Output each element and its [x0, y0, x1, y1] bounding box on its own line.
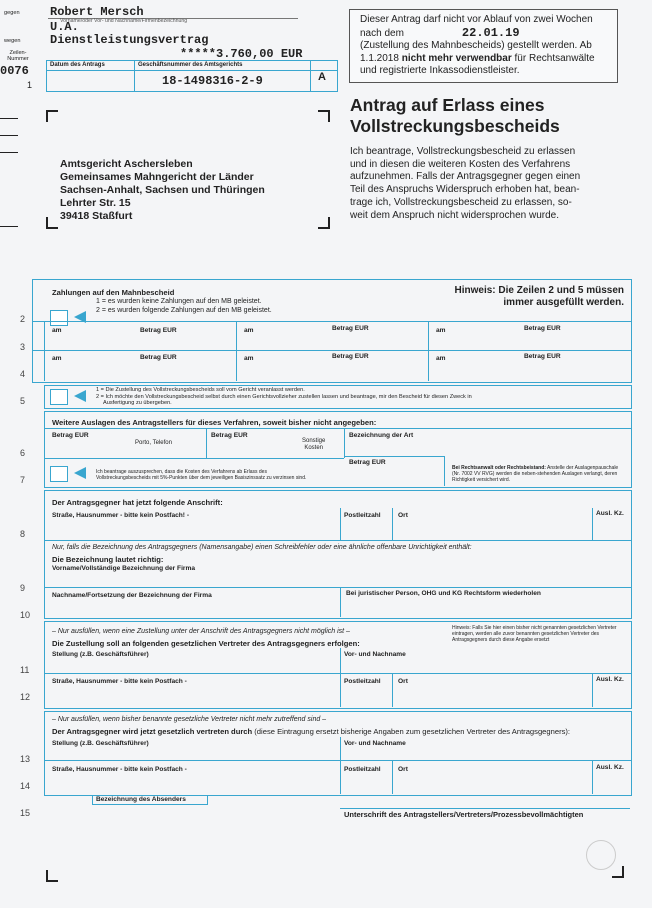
divider: [44, 458, 344, 459]
divider: [310, 60, 311, 91]
geschaeft-label: Geschäftsnummer des Amtsgerichts: [138, 62, 243, 68]
betrag-label: Betrag EUR: [52, 432, 89, 439]
divider: [392, 673, 393, 707]
nur-falls-text: Nur, falls die Bezeichnung des Antragsgegners (Namensangabe) einen Schreibfehler oder eine ähnliche offenbare Unrichtigkeit enthält:: [52, 544, 472, 551]
zustellung-text: [96, 387, 616, 407]
zahlungen-title: Zahlungen auf den Mahnbescheid: [52, 288, 175, 297]
anschrift-title: Der Antragsgegner hat jetzt folgende Anschrift:: [52, 498, 223, 507]
zustellung-opt1: 1 = Die Zustellung des Vollstreckungsbescheids soll vom Gericht veranlasst werden.: [96, 387, 305, 393]
divider: [44, 760, 632, 761]
zahlungen-checkbox[interactable]: [50, 310, 68, 326]
title-line1: Antrag auf Erlass eines: [350, 95, 545, 115]
nur-ausfuellen-2: – Nur ausfüllen, wenn bisher benannte gesetzliche Vertreter nicht mehr zutreffend sind –: [52, 716, 327, 723]
row-number: 7: [20, 475, 26, 485]
defendant-name: Robert Mersch: [50, 5, 144, 19]
betrag-label: Betrag EUR: [332, 325, 369, 332]
margin-mark: [0, 135, 18, 136]
intro-text: [350, 146, 620, 222]
vorname-caption: Vorname/oder Vor- und Nachname/Firmenbezeichnung: [60, 18, 188, 24]
divider: [46, 70, 338, 71]
notice-text: [360, 14, 620, 78]
strasse-label: Straße, Hausnummer - bitte kein Postfach! -: [52, 512, 190, 519]
intro-line: trage ich, Vollstreckungsbescheid zu erlassen, so-: [350, 196, 572, 208]
address-line: Sachsen-Anhalt, Sachsen und Thüringen: [60, 184, 265, 196]
ausl-label: Ausl. Kz.: [596, 764, 624, 771]
vorname-label: Vorname/Vollständige Bezeichnung der Firma: [52, 565, 196, 572]
defendant-line2: U.A.: [50, 20, 79, 34]
absender-label: Bezeichnung des Absenders: [96, 796, 186, 803]
court-address: [60, 158, 265, 223]
betrag-label: Betrag EUR: [524, 325, 561, 332]
margin-mark: [0, 152, 18, 153]
notice-line4b: nicht mehr verwendbar: [401, 52, 512, 64]
divider: [44, 321, 45, 381]
row-number: 9: [20, 583, 26, 593]
intro-line: weit dem Anspruch nicht widersprochen wurde.: [350, 209, 559, 221]
divider: [44, 587, 632, 588]
corner-mark: [46, 217, 58, 229]
amount-field[interactable]: *****3.760,00 EUR: [180, 47, 303, 61]
row-number: 5: [20, 396, 26, 406]
datum-label: Datum des Antrags: [50, 62, 105, 68]
address-line: Lehrter Str. 15: [60, 197, 131, 209]
rechtsanwalt-text: [452, 465, 624, 483]
row-number: 13: [20, 754, 31, 764]
row-number: 2: [20, 314, 26, 324]
hinweis-line2: immer ausgefüllt werden.: [503, 297, 624, 308]
ort-label: Ort: [398, 766, 408, 773]
stellung-label: Stellung (z.B. Geschäftsführer): [52, 651, 149, 658]
divider: [340, 737, 341, 794]
divider: [32, 321, 632, 322]
absender-frame: [92, 795, 208, 805]
divider: [44, 673, 632, 674]
notice-line4: [360, 53, 620, 66]
signature-line: [340, 808, 630, 809]
plz-label: Postleitzahl: [344, 766, 381, 773]
row-number-1: 1: [27, 80, 33, 90]
intro-line: und in diesen die weiteren Kosten des Verfahrens: [350, 158, 571, 170]
notice-date: 22.01.19: [461, 25, 520, 40]
corner-mark: [612, 866, 624, 878]
row-number: 6: [20, 448, 26, 458]
vorname-label: Vor- und Nachname: [344, 740, 406, 747]
divider: [32, 350, 632, 351]
sonstige-label: Sonstige Kosten: [302, 438, 326, 451]
vertreter2-title-bold: Der Antragsgegner wird jetzt gesetzlich vertreten durch: [52, 727, 253, 736]
title-line2: Vollstreckungsbescheids: [350, 116, 560, 136]
margin-mark: [0, 118, 18, 119]
strasse-label: Straße, Hausnummer - bitte kein Postfach -: [52, 678, 187, 685]
divider: [392, 760, 393, 794]
intro-line: Ich beantrage, Vollstreckungsbescheid zu erlassen: [350, 146, 576, 157]
zahlungen-opt2: 2 = es wurden folgende Zahlungen auf den MB geleistet.: [96, 307, 272, 314]
vertreter-hinweis: Hinweis: Falls Sie hier einen bisher nicht genannten gesetzlichen Vertreter eintragen, werden alle zuvor benannten gesetzlichen Vertreter des Antragsgegners durch diese Angabe ersetzt: [452, 625, 617, 643]
porto-label: Porto, Telefon: [135, 440, 172, 446]
divider: [134, 60, 135, 91]
divider: [236, 321, 237, 381]
divider: [340, 508, 341, 540]
am-label: am: [244, 355, 254, 362]
notice-nach-dem: nach dem: [360, 27, 404, 39]
zustellung-opt2b: Ausfertigung zu übergeben.: [103, 400, 172, 406]
corner-mark: [46, 870, 58, 882]
address-line: Amtsgericht Aschersleben: [60, 158, 193, 170]
divider: [592, 673, 593, 707]
case-number[interactable]: 18-1498316-2-9: [162, 74, 263, 88]
am-label: am: [52, 355, 62, 362]
zustellung-checkbox[interactable]: [50, 389, 68, 405]
arrow-left-icon: [74, 467, 86, 479]
divider: [428, 321, 429, 381]
bez-art-label: Bezeichnung der Art: [349, 432, 414, 439]
notice-line4a: 1.1.2018: [360, 52, 399, 64]
corner-mark: [318, 217, 330, 229]
wegen-label: wegen: [4, 38, 21, 44]
am-label: am: [436, 327, 446, 334]
divider: [344, 456, 444, 457]
notice-line3: (Zustellung des Mahnbescheids) gestellt werden. Ab: [360, 40, 592, 52]
vertreter2-title: [52, 727, 570, 736]
stellung-label: Stellung (z.B. Geschäftsführer): [52, 740, 149, 747]
arrow-left-icon: [74, 390, 86, 402]
address-line: Gemeinsames Mahngericht der Länder: [60, 171, 254, 183]
plz-label: Postleitzahl: [344, 678, 381, 685]
row-number: 3: [20, 342, 26, 352]
betrag-label: Betrag EUR: [349, 459, 386, 466]
row-number: 4: [20, 369, 26, 379]
unterschrift-label[interactable]: Unterschrift des Antragstellers/Vertreters/Prozessbevollmächtigten: [344, 810, 584, 819]
notice-line2: [360, 27, 620, 41]
notice-line5: und registrierte Inkassodienstleister.: [360, 65, 520, 77]
row-number: 11: [20, 665, 30, 675]
ort-label: Ort: [398, 512, 408, 519]
divider: [592, 508, 593, 540]
divider: [206, 428, 207, 458]
stamp-circle: [586, 840, 616, 870]
nur-ausfuellen-1: – Nur ausfüllen, wenn eine Zustellung unter der Anschrift des Antragsgegners nicht möglich ist –: [52, 628, 350, 635]
row-number: 15: [20, 808, 31, 818]
divider: [344, 428, 345, 458]
notice-line4c: für Rechtsanwälte: [514, 52, 595, 64]
vertreter1-title: Die Zustellung soll an folgenden gesetzlichen Vertreter des Antragsgegners erfolgen:: [52, 639, 360, 648]
row-number: 12: [20, 692, 31, 702]
address-line: 39418 Staßfurt: [60, 210, 133, 222]
case-letter: A: [318, 71, 326, 83]
divider: [592, 760, 593, 794]
divider: [44, 540, 632, 541]
richtig-label: Die Bezeichnung lautet richtig:: [52, 555, 164, 564]
margin-mark: [0, 226, 18, 227]
betrag-label: Betrag EUR: [140, 327, 177, 334]
vorname-label: Vor- und Nachname: [344, 651, 406, 658]
strasse-label: Straße, Hausnummer - bitte kein Postfach -: [52, 766, 187, 773]
divider: [44, 428, 632, 429]
zeilen-label: Zeilen- Nummer: [7, 50, 29, 62]
divider: [444, 456, 445, 486]
am-label: am: [436, 355, 446, 362]
row-number: 10: [20, 610, 31, 620]
page-title: [350, 95, 560, 137]
intro-line: aufzunehmen. Falls der Antragsgegner gegen einen: [350, 171, 581, 183]
ausl-label: Ausl. Kz.: [596, 510, 624, 517]
nachname-label: Nachname/Fortsetzung der Bezeichnung der Firma: [52, 592, 212, 599]
ausl-label: Ausl. Kz.: [596, 676, 624, 683]
juristisch-label: Bei juristischer Person, OHG und KG Rechtsform wiederholen: [346, 590, 541, 597]
zahlungen-opt1: 1 = es wurden keine Zahlungen auf den MB geleistet.: [96, 298, 262, 305]
row-number: 8: [20, 529, 26, 539]
divider: [340, 648, 341, 707]
notice-line1: Dieser Antrag darf nicht vor Ablauf von zwei Wochen: [360, 14, 593, 25]
verzinsung-text: Ich beantrage auszusprechen, dass die Kosten des Verfahrens ab Erlass des Vollstreckungsbescheids mit 5%-Punkten über dem jeweiligen Basiszinssatz zu verzinsen sind.: [96, 469, 307, 481]
divider: [340, 587, 341, 617]
intro-line: Teil des Anspruchs Widerspruch erhoben hat, bean-: [350, 184, 580, 196]
vertreter2-title-rest: (diese Eintragung ersetzt bisherige Angaben zum gesetzlichen Vertreter des Antragsgegners):: [254, 727, 571, 736]
corner-mark: [46, 110, 58, 122]
ort-label: Ort: [398, 678, 408, 685]
row-number: 14: [20, 781, 31, 791]
gegen-label: gegen: [4, 10, 20, 16]
rechtsanwalt-bold: Bei Rechtsanwalt oder Rechtsbeistand:: [452, 465, 546, 471]
betrag-label: Betrag EUR: [524, 353, 561, 360]
am-label: am: [52, 327, 62, 334]
vertreter2-box: [44, 711, 632, 796]
row-code: 0076: [0, 64, 29, 78]
plz-label: Postleitzahl: [344, 512, 381, 519]
corner-mark: [318, 110, 330, 122]
betrag-label: Betrag EUR: [332, 353, 369, 360]
divider: [392, 508, 393, 540]
verzinsung-checkbox[interactable]: [50, 466, 68, 482]
betrag-label: Betrag EUR: [140, 354, 177, 361]
zustellung-opt2: 2 = Ich möchte den Vollstreckungsbescheid selbst durch einen Gerichtsvollzieher zustellen lassen und beantrage, mir den Bescheid für diesen Zweck in: [96, 393, 472, 400]
subject-field[interactable]: Dienstleistungsvertrag: [50, 33, 209, 47]
betrag-label: Betrag EUR: [211, 432, 248, 439]
auslagen-title: Weitere Auslagen des Antragstellers für dieses Verfahren, soweit bisher nicht angegeben:: [52, 418, 377, 427]
hinweis-line1: Hinweis: Die Zeilen 2 und 5 müssen: [454, 285, 624, 296]
hinweis: [428, 285, 624, 309]
rechtsanwalt-note: Anstelle der Auslagenpauschale (Nr. 7002 VV RVG) werden die neben-stehenden Auslagen verlangt, deren Richtigkeit versichert wird.: [452, 465, 619, 483]
am-label: am: [244, 327, 254, 334]
